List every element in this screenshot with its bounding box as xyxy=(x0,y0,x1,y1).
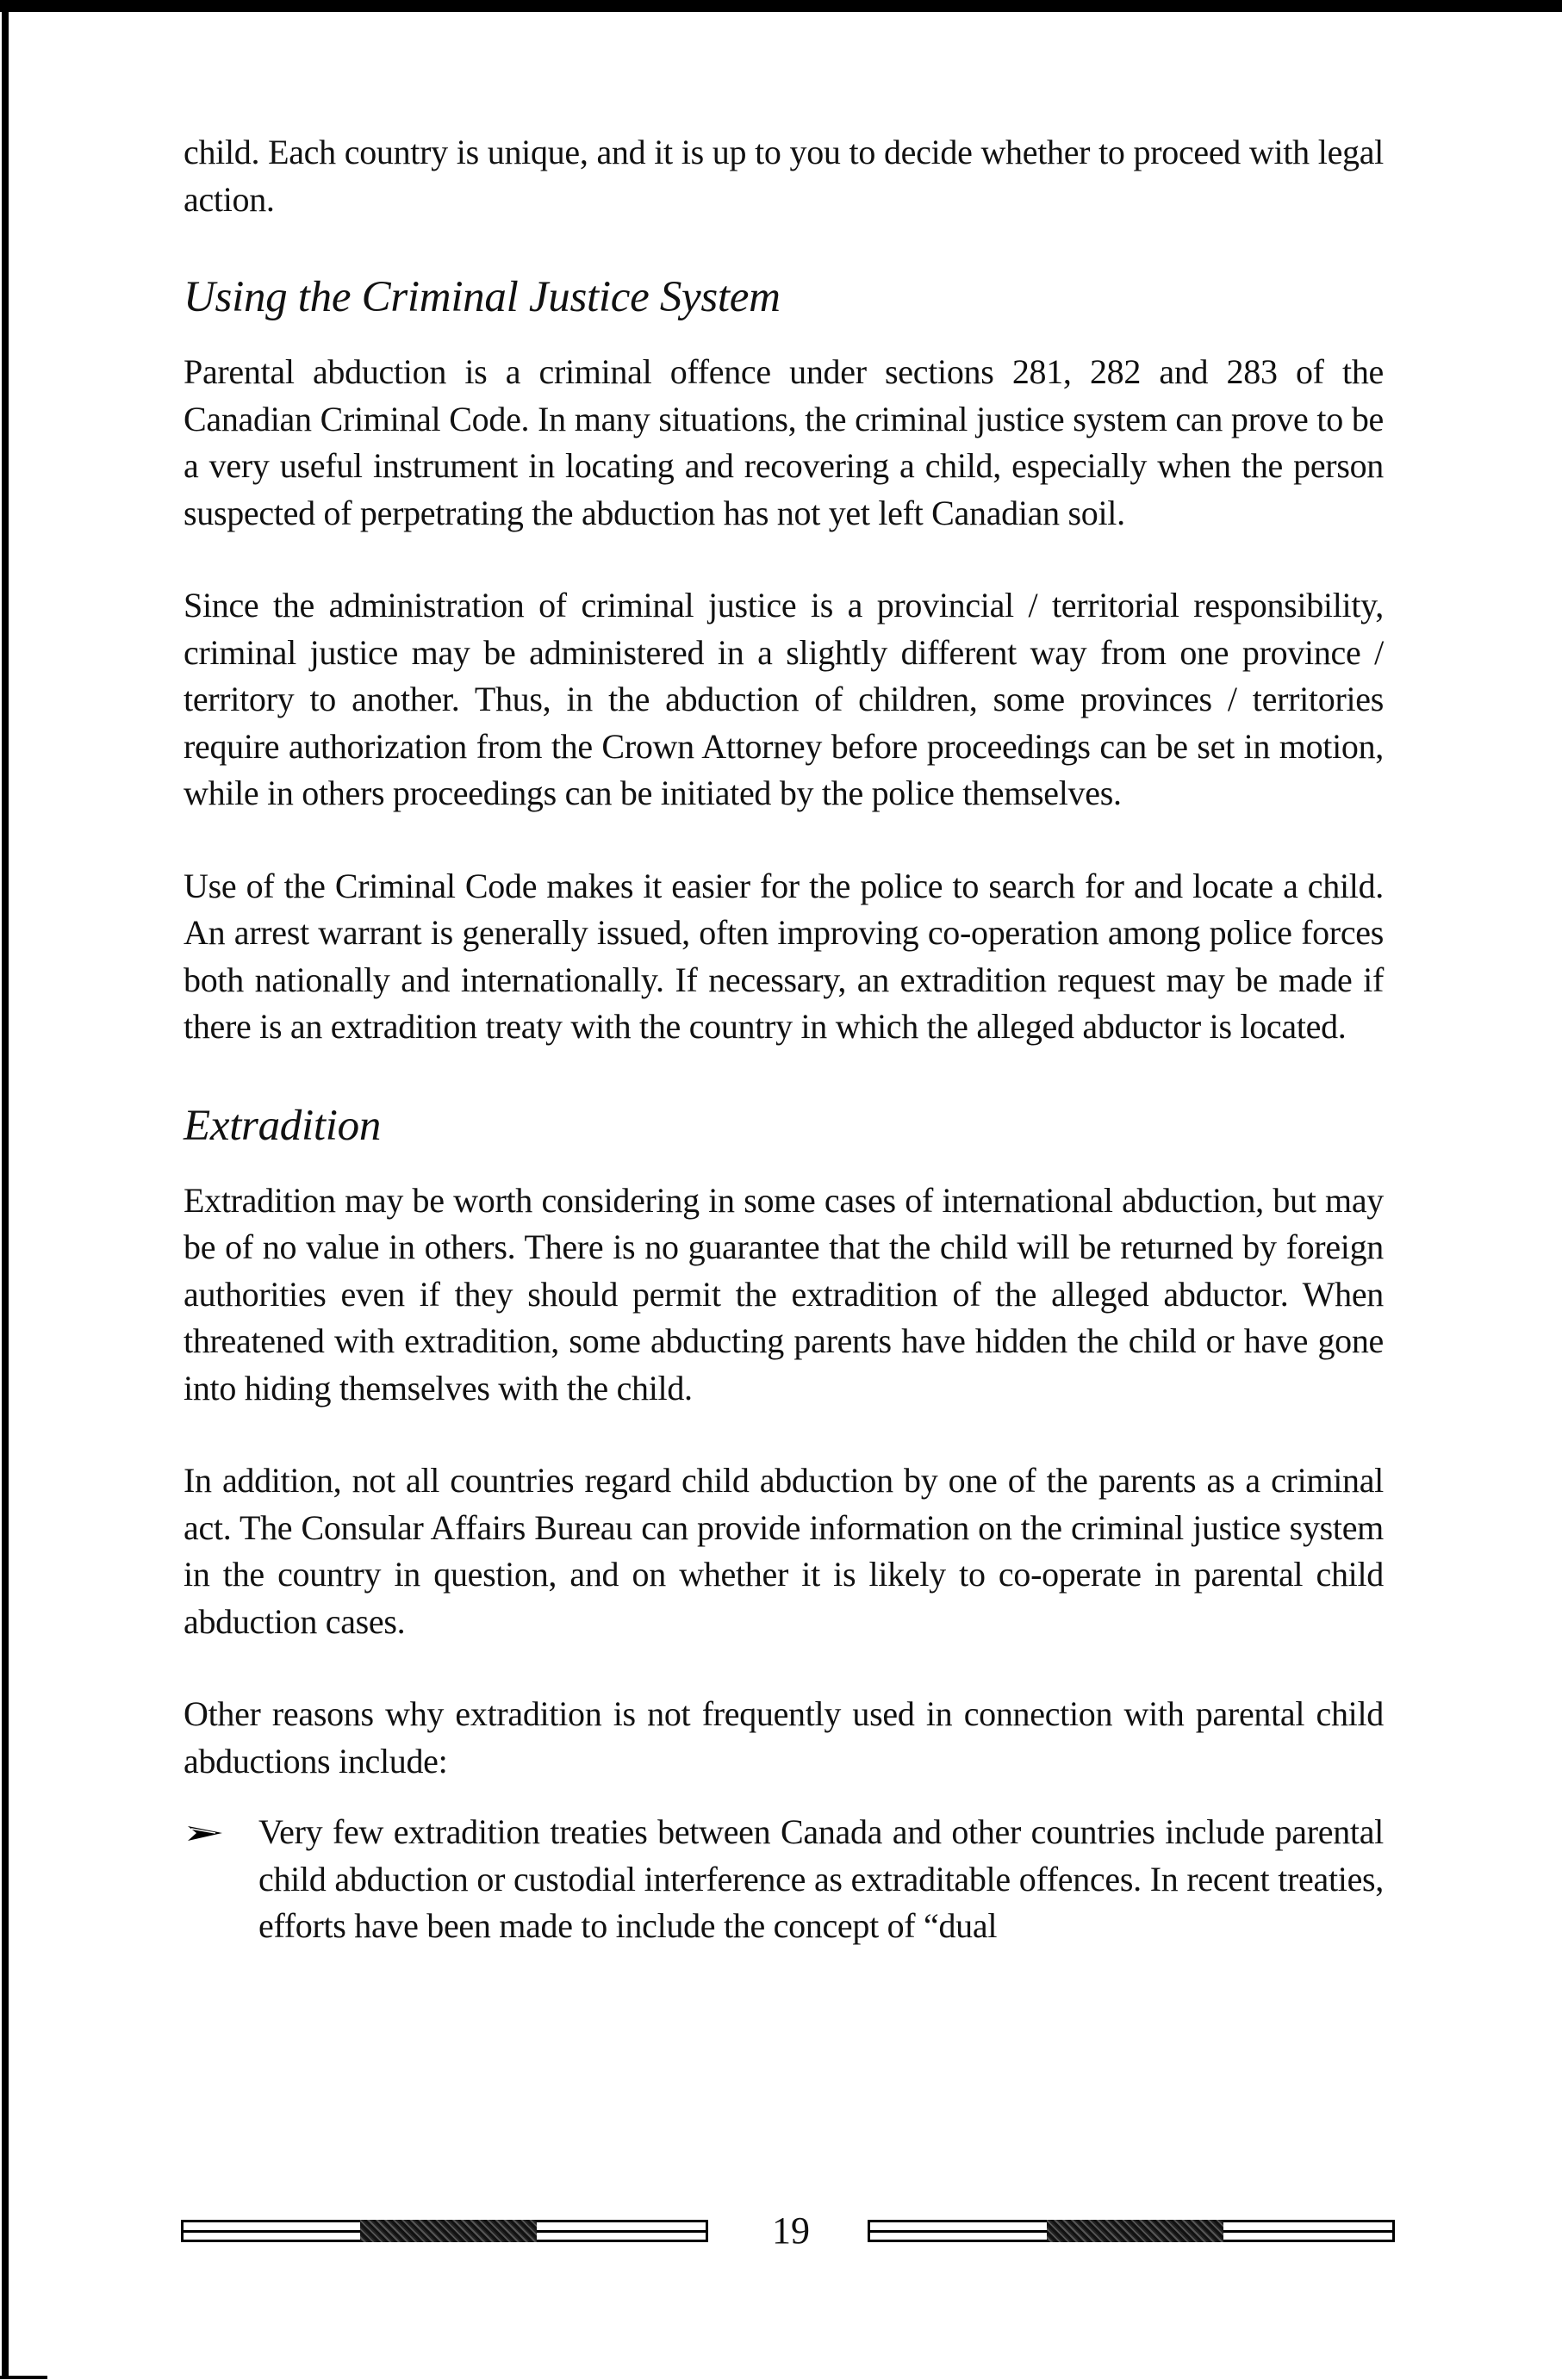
section-criminal-justice xyxy=(184,271,1384,1051)
footer-decorative-rule-right xyxy=(868,2220,1395,2242)
scan-edge-top xyxy=(0,0,1562,12)
paragraph: Extradition may be worth considering in some cases of international abduction, but may be of no value in others. There is no guarantee that the child will be returned by foreign authorities even if they should permit the extradition of the alleged abductor. When threatened with extradition, some abducting parents have hidden the child or have gone into hiding themselves with the child. xyxy=(184,1180,1384,1407)
paragraph: Parental abduction is a criminal offence under sections 281, 282 and 283 of the Canadian Criminal Code. In many situations, the criminal justice system can prove to be a very useful instrument in locating and recovering a child, especially when the person suspected of perpetrating the abduction has not yet left Canadian soil. xyxy=(184,352,1384,532)
scan-edge-left xyxy=(2,12,9,2377)
paragraph: Other reasons why extradition is not frequently used in connection with parental child abductions include: xyxy=(184,1694,1384,1780)
footer-decorative-rule-left xyxy=(181,2220,708,2242)
scan-edge-bottom xyxy=(0,2376,47,2379)
page-footer xyxy=(181,2209,1396,2253)
intro-paragraph: child. Each country is unique, and it is up to you to decide whether to proceed with legal action. xyxy=(184,133,1384,219)
arrowhead-bullet-icon xyxy=(184,1809,258,1842)
bullet-text: Very few extradition treaties between Canada and other countries include parental child abduction or custodial interference as extraditable offences. In recent treaties, efforts have been made to include the concept of “dual xyxy=(258,1812,1384,1945)
bullet-list xyxy=(184,1809,1384,1950)
rule-texture-block xyxy=(360,2220,537,2242)
page-number: 19 xyxy=(772,2209,810,2252)
section-extradition xyxy=(184,1100,1384,1950)
section-heading: Using the Criminal Justice System xyxy=(184,273,781,321)
paragraph: Since the administration of criminal justice is a provincial / territorial responsibility, criminal justice may be administered in a slightly different way from one province / territory to another. Thus, in the abduction of children, some provinces / territories require authorization from the Crown Attorney before proceedings can be set in motion, while in others proceedings can be initiated by the police themselves. xyxy=(184,586,1384,812)
page-content xyxy=(184,129,1384,1950)
paragraph: In addition, not all countries regard child abduction by one of the parents as a criminal act. The Consular Affairs Bureau can provide information on the criminal justice system in the country in question, and on whether it is likely to co-operate in parental child abduction cases. xyxy=(184,1461,1384,1641)
list-item xyxy=(184,1809,1384,1950)
paragraph: Use of the Criminal Code makes it easier for the police to search for and locate a child. An arrest warrant is generally issued, often improving co-operation among police forces both nationally and internationally. If necessary, an extradition request may be made if there is an extradition treaty with the country in which the alleged abductor is located. xyxy=(184,866,1384,1046)
rule-texture-block xyxy=(1047,2220,1223,2242)
section-heading: Extradition xyxy=(184,1101,382,1150)
